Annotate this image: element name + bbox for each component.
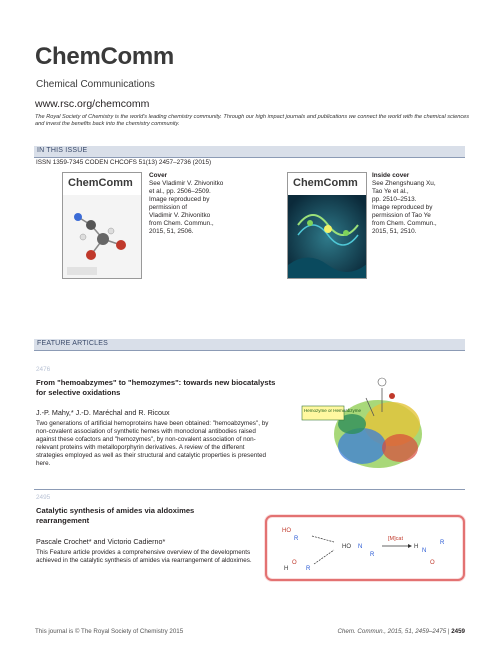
cover-line: Vladimir V. Zhivonitko: [149, 212, 211, 219]
feature-articles-bar: [34, 339, 465, 351]
cover-line: et al., pp. 2506–2509.: [149, 188, 211, 195]
svg-text:O: O: [292, 560, 297, 566]
in-this-issue-bar: [34, 146, 465, 158]
svg-text:H: H: [284, 566, 289, 572]
journal-brand: ChemComm: [35, 43, 174, 70]
cover-line: 2015, 51, 2506.: [149, 228, 194, 235]
cover-line: Tao Ye et al.,: [372, 188, 409, 195]
article-abstract: Two generations of artificial hemoproteins have been obtained: "hemoabzymes", by non-covalent association of synthetic hemes with monoclonal antibodies raised against these cofactors and "hemozymes", by non-covalent association of non-relevant proteins with metalloporphyrin derivatives. A review of the different strategies employed as well as their structural and catalytic properties is presented here.: [36, 420, 269, 467]
cover-title: Cover: [149, 172, 168, 179]
helix-illustration: [288, 195, 367, 279]
cover-line: permission of Tao Ye: [372, 212, 431, 219]
scheme-catalyst-label: [M]cat: [388, 536, 403, 542]
cover-line: Image reproduced by: [149, 196, 210, 203]
cover-line: pp. 2510–2513.: [372, 196, 417, 203]
cover-line: permission of: [149, 204, 188, 211]
svg-text:R: R: [294, 536, 299, 542]
cover-line: Image reproduced by: [372, 204, 433, 211]
svg-text:N: N: [358, 544, 363, 550]
footer-page-number: 2459: [451, 628, 465, 635]
article-divider: [34, 489, 465, 490]
inside-cover-image[interactable]: [287, 172, 367, 279]
svg-text:O: O: [430, 560, 435, 566]
graphic-label: Hemozyme or Hemoabzyme: [304, 408, 362, 413]
article-title[interactable]: From "hemoabzymes" to "hemozymes": towards new biocatalysts for selective oxidations: [36, 378, 276, 397]
article-title[interactable]: Catalytic synthesis of amides via aldoximes rearrangement: [36, 506, 195, 525]
article-page-number: 2495: [36, 494, 51, 501]
svg-text:HO: HO: [282, 528, 291, 534]
svg-text:R: R: [370, 552, 375, 558]
svg-text:N: N: [422, 548, 427, 554]
svg-text:HO: HO: [342, 544, 351, 550]
cover-line: See Zhengshuang Xu,: [372, 180, 436, 187]
cover-title: Inside cover: [372, 172, 410, 179]
article-page-number: 2476: [36, 366, 51, 373]
section-label: IN THIS ISSUE: [37, 147, 88, 154]
section-label: FEATURE ARTICLES: [37, 340, 109, 347]
issn-line: ISSN 1359-7345 CODEN CHCOFS 51(13) 2457–2736 (2015): [36, 159, 212, 166]
svg-text:R: R: [306, 566, 311, 572]
svg-text:H: H: [414, 544, 419, 550]
cover-line: from Chem. Commun.,: [149, 220, 214, 227]
molecule-illustration: [63, 195, 142, 279]
article-abstract: This Feature article provides a comprehensive overview of the developments achieved in the catalytic synthesis of amides via rearrangement of aldoximes.: [36, 549, 252, 564]
cover-line: 2015, 51, 2510.: [372, 228, 417, 235]
cover-image[interactable]: [62, 172, 142, 279]
footer-citation: [337, 628, 465, 635]
article-authors: J.-P. Mahy,* J.-D. Maréchal and R. Ricoux: [36, 408, 170, 417]
article-authors: Pascale Crochet* and Victorio Cadierno*: [36, 537, 166, 546]
amide-scheme-graphic: [262, 512, 468, 584]
footer-copyright: This journal is © The Royal Society of Chemistry 2015: [35, 628, 184, 635]
footer-journal-ref: Chem. Commun., 2015, 51, 2459–2475: [337, 628, 447, 635]
hemozyme-graphic: [300, 368, 430, 476]
cover-brand: ChemComm: [68, 177, 133, 189]
journal-subtitle: Chemical Communications: [36, 79, 155, 90]
inside-cover-caption: [372, 172, 450, 236]
cover-caption: [149, 172, 227, 236]
cover-brand: ChemComm: [293, 177, 358, 189]
svg-text:R: R: [440, 540, 445, 546]
rsc-tagline: The Royal Society of Chemistry is the world's leading chemistry community. Through our high impact journals and publications we connect the world with the chemical sciences and invest the benefits back into the chemistry community.: [35, 114, 470, 128]
footer-separator: |: [447, 628, 452, 635]
cover-line: See Vladimir V. Zhivonitko: [149, 180, 224, 187]
journal-url-link[interactable]: www.rsc.org/chemcomm: [35, 98, 150, 110]
cover-line: from Chem. Commun.,: [372, 220, 437, 227]
